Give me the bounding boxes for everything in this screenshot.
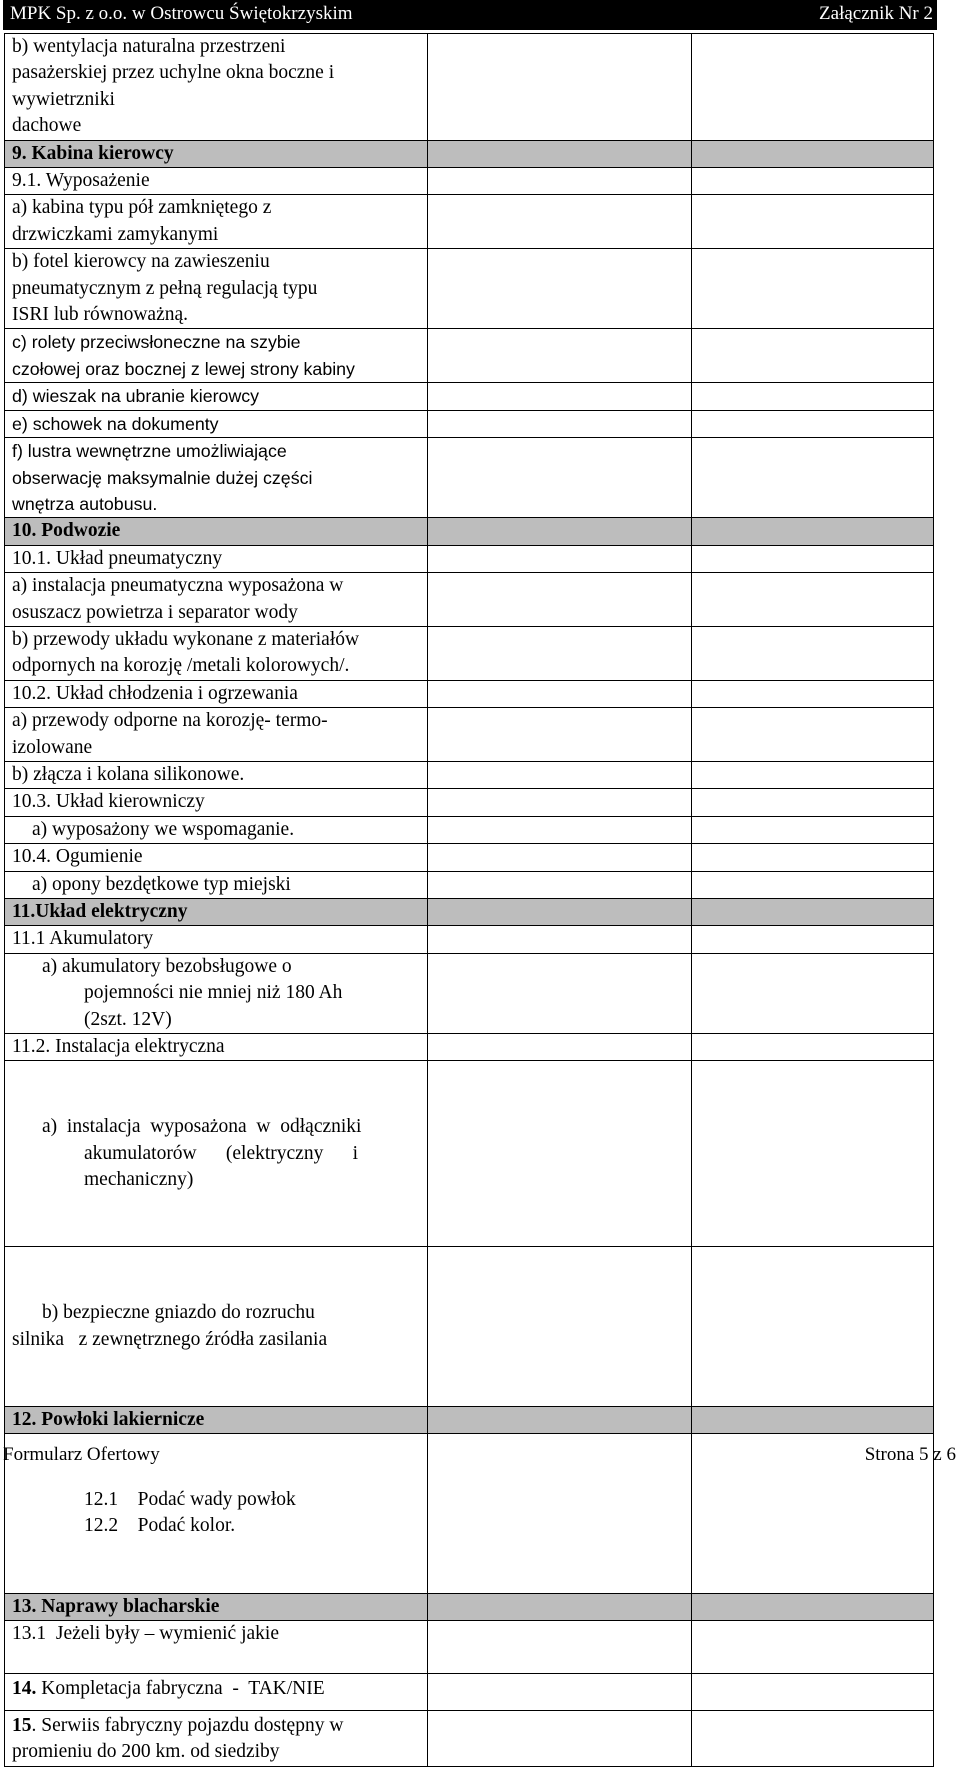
subsection-10-4: 10.4. Ogumienie bbox=[12, 846, 143, 868]
row-13: 13.1 Jeżeli były – wymienić jakie bbox=[12, 1622, 279, 1644]
header-company: MPK Sp. z o.o. w Ostrowcu Świętokrzyskim bbox=[10, 3, 353, 24]
subsection-10-1: 10.1. Układ pneumatyczny bbox=[12, 547, 223, 569]
table-row bbox=[5, 844, 934, 871]
row-ventilation: b) wentylacja naturalna przestrzeni pasażerskiej przez uchylne okna boczne i wywietrzniki dachowe bbox=[12, 36, 335, 137]
section-11-title: 11.Układ elektryczny bbox=[12, 901, 188, 922]
table-row bbox=[5, 573, 934, 627]
table-row bbox=[5, 1620, 934, 1673]
table-row bbox=[5, 249, 934, 329]
table-row bbox=[5, 816, 934, 843]
page-header bbox=[3, 0, 937, 30]
row-10-2a: a) przewody odporne na korozję- termo- izolowane bbox=[12, 710, 328, 758]
table-row bbox=[5, 926, 934, 953]
section-12-title: 12. Powłoki lakiernicze bbox=[12, 1408, 205, 1430]
table-row bbox=[5, 1034, 934, 1061]
table-row bbox=[5, 871, 934, 898]
table-row bbox=[5, 1673, 934, 1710]
row-10-2b: b) złącza i kolana silikonowe. bbox=[12, 763, 245, 785]
header-attachment: Załącznik Nr 2 bbox=[819, 3, 933, 24]
section-row bbox=[5, 518, 934, 545]
table-row bbox=[5, 195, 934, 249]
row-9f: f) lustra wewnętrzne umożliwiające obserwację maksymalnie dużej części wnętrza autobusu. bbox=[12, 441, 313, 514]
table-row bbox=[5, 761, 934, 788]
section-row bbox=[5, 899, 934, 926]
table-row bbox=[5, 1247, 934, 1406]
row-9c: c) rolety przeciwsłoneczne na szybie czołowej oraz bocznej z lewej strony kabiny bbox=[12, 332, 355, 379]
table-row bbox=[5, 545, 934, 572]
subsection-11-1: 11.1 Akumulatory bbox=[12, 928, 154, 950]
section-13-title: 13. Naprawy blacharskie bbox=[12, 1595, 220, 1617]
row-10-1a: a) instalacja pneumatyczna wyposażona w osuszacz powietrza i separator wody bbox=[12, 575, 344, 623]
row-10-3a: a) wyposażony we wspomaganie. bbox=[32, 818, 295, 840]
table-row bbox=[5, 1710, 934, 1766]
footer-form-name: Formularz Ofertowy bbox=[3, 1444, 160, 1465]
table-row bbox=[5, 953, 934, 1033]
table-row bbox=[5, 329, 934, 383]
footer-page-number: Strona 5 z 6 bbox=[864, 1444, 956, 1465]
row-9d: d) wieszak na ubranie kierowcy bbox=[12, 386, 260, 407]
row-10-4a: a) opony bezdętkowe typ miejski bbox=[32, 873, 291, 895]
table-row bbox=[5, 383, 934, 410]
row-15: 15. Serwiis fabryczny pojazdu dostępny w promieniu do 200 km. od siedziby bbox=[12, 1714, 344, 1763]
row-11-2b: b) bezpieczne gniazdo do rozruchu silnika z zewnętrznego źródła zasilania bbox=[12, 1302, 328, 1350]
page-footer bbox=[3, 1444, 958, 1466]
table-row bbox=[5, 626, 934, 680]
table-row bbox=[5, 789, 934, 816]
table-row bbox=[5, 1061, 934, 1247]
row-12: 12.1 Podać wady powłok 12.2 Podać kolor. bbox=[84, 1488, 296, 1537]
section-10-title: 10. Podwozie bbox=[12, 520, 121, 542]
row-9a: a) kabina typu pół zamkniętego z drzwiczkami zamykanymi bbox=[12, 197, 272, 245]
row-9b: b) fotel kierowcy na zawieszeniu pneumatycznym z pełną regulacją typu ISRI lub równoważną. bbox=[12, 251, 318, 326]
row-11-1a: a) akumulatory bezobsługowe o pojemności nie mniej niż 180 Ah (2szt. 12V) bbox=[42, 955, 343, 1030]
table-row bbox=[5, 680, 934, 707]
table-row bbox=[5, 34, 934, 141]
subsection-10-2: 10.2. Układ chłodzenia i ogrzewania bbox=[12, 682, 298, 704]
row-9e: e) schowek na dokumenty bbox=[12, 413, 219, 434]
table-row bbox=[5, 410, 934, 437]
section-row bbox=[5, 1593, 934, 1620]
section-row bbox=[5, 140, 934, 167]
section-9-title: 9. Kabina kierowcy bbox=[12, 142, 174, 164]
subsection-11-2: 11.2. Instalacja elektryczna bbox=[12, 1036, 225, 1058]
table-row bbox=[5, 168, 934, 195]
specification-table bbox=[4, 33, 934, 1767]
table-row bbox=[5, 438, 934, 518]
row-14: 14. Kompletacja fabryczna - TAK/NIE bbox=[12, 1677, 325, 1699]
subsection-9-1: 9.1. Wyposażenie bbox=[12, 170, 150, 192]
section-row bbox=[5, 1406, 934, 1433]
row-11-2a: a) instalacja wyposażona w odłączniki akumulatorów (elektryczny i mechaniczny) bbox=[42, 1116, 362, 1191]
subsection-10-3: 10.3. Układ kierowniczy bbox=[12, 791, 205, 813]
table-row bbox=[5, 708, 934, 762]
row-10-1b: b) przewody układu wykonane z materiałów odpornych na korozję /metali kolorowych/. bbox=[12, 628, 360, 677]
